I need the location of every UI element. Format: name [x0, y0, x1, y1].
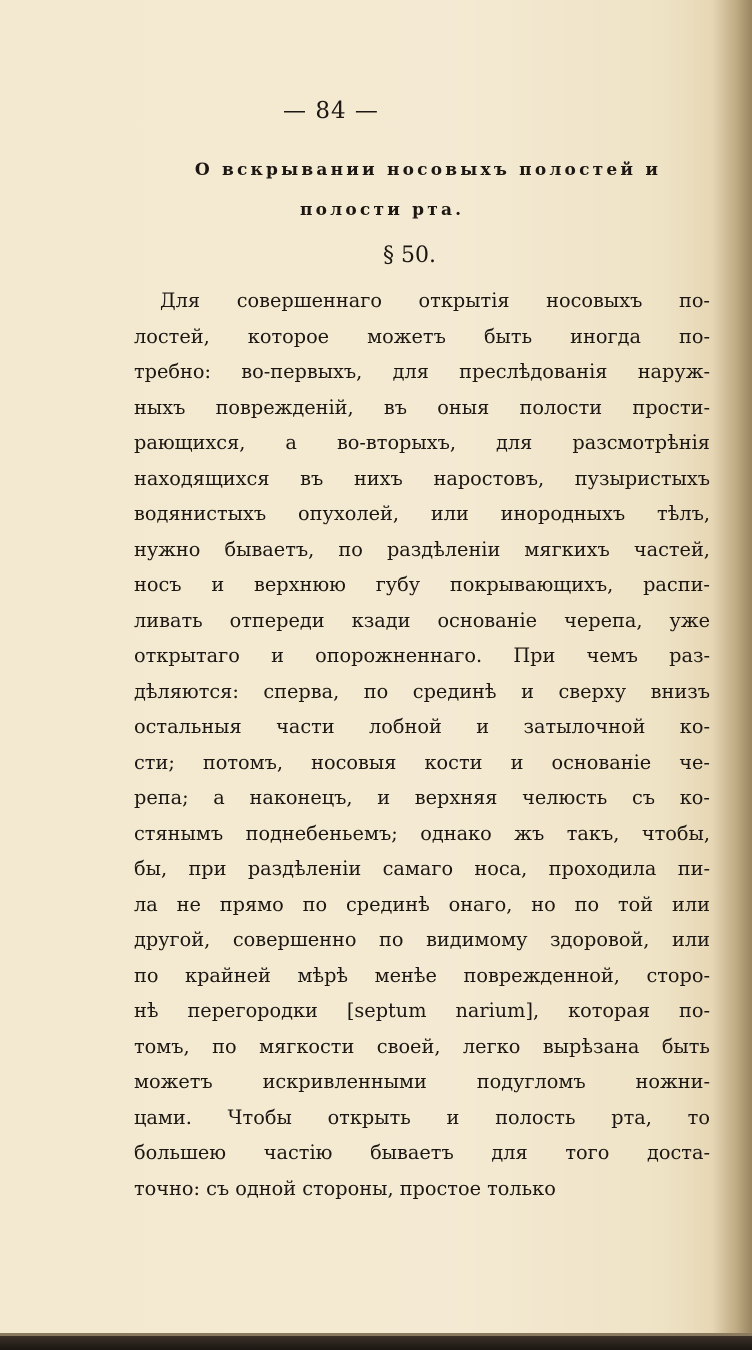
text-line: водянистыхъ опухолей, или инородныхъ тѣлъ,	[134, 502, 710, 525]
text-line: бы, при раздѣленіи самаго носа, проходила пи-	[134, 857, 710, 880]
text-line: требно: во-первыхъ, для преслѣдованія наруж-	[134, 360, 710, 383]
text-line: по крайней мѣрѣ менѣе поврежденной, сторо-	[134, 963, 710, 987]
text-line: Для совершеннаго открытія носовыхъ по-	[160, 289, 710, 312]
body-paragraph	[134, 283, 710, 1206]
text-line: ла не прямо по срединѣ онаго, но по той или	[134, 892, 710, 916]
section-number: § 50.	[383, 243, 436, 268]
text-line: ливать отпереди кзади основаніе черепа, уже	[134, 608, 710, 632]
text-line: большею частію бываетъ для того доста-	[134, 1141, 710, 1164]
text-line: нужно бываетъ, по раздѣленіи мягкихъ частей,	[134, 537, 710, 561]
text-line: лостей, которое можетъ быть иногда по-	[134, 324, 710, 348]
text-line: другой, совершенно по видимому здоровой, или	[134, 928, 710, 951]
text-line: дѣляются: сперва, по срединѣ и сверху внизъ	[134, 679, 710, 703]
text-line: репа; а наконецъ, и верхняя челюсть съ ко-	[134, 786, 710, 809]
text-line: остальныя части лобной и затылочной ко-	[134, 715, 710, 738]
text-line: точно: съ одной стороны, простое только	[134, 1176, 556, 1200]
text-line: сти; потомъ, носовыя кости и основаніе че-	[134, 750, 710, 774]
text-line: рающихся, а во-вторыхъ, для разсмотрѣнія	[134, 431, 710, 454]
text-line: можетъ искривленными подугломъ ножни-	[134, 1070, 710, 1093]
section-heading-line-1: О вскрывании носовыхъ полостей и	[194, 160, 662, 180]
page-bottom-edge	[0, 1336, 752, 1350]
page-number: — 84 —	[283, 98, 379, 124]
text-line: носъ и верхнюю губу покрывающихъ, распи-	[134, 573, 710, 596]
text-line: нѣ перегородки [septum narium], которая по-	[134, 999, 710, 1022]
text-line: ныхъ поврежденій, въ оныя полости прости-	[134, 395, 710, 419]
text-line: находящихся въ нихъ наростовъ, пузыристыхъ	[134, 466, 710, 490]
section-heading-line-2: полости рта.	[300, 200, 465, 220]
text-line: томъ, по мягкости своей, легко вырѣзана быть	[134, 1034, 710, 1058]
text-line: стянымъ поднебеньемъ; однако жъ такъ, чтобы,	[134, 821, 710, 845]
text-line: цами. Чтобы открыть и полость рта, то	[134, 1105, 710, 1129]
page-gutter-shadow	[712, 0, 752, 1350]
text-line: открытаго и опорожненнаго. При чемъ раз-	[134, 644, 710, 667]
